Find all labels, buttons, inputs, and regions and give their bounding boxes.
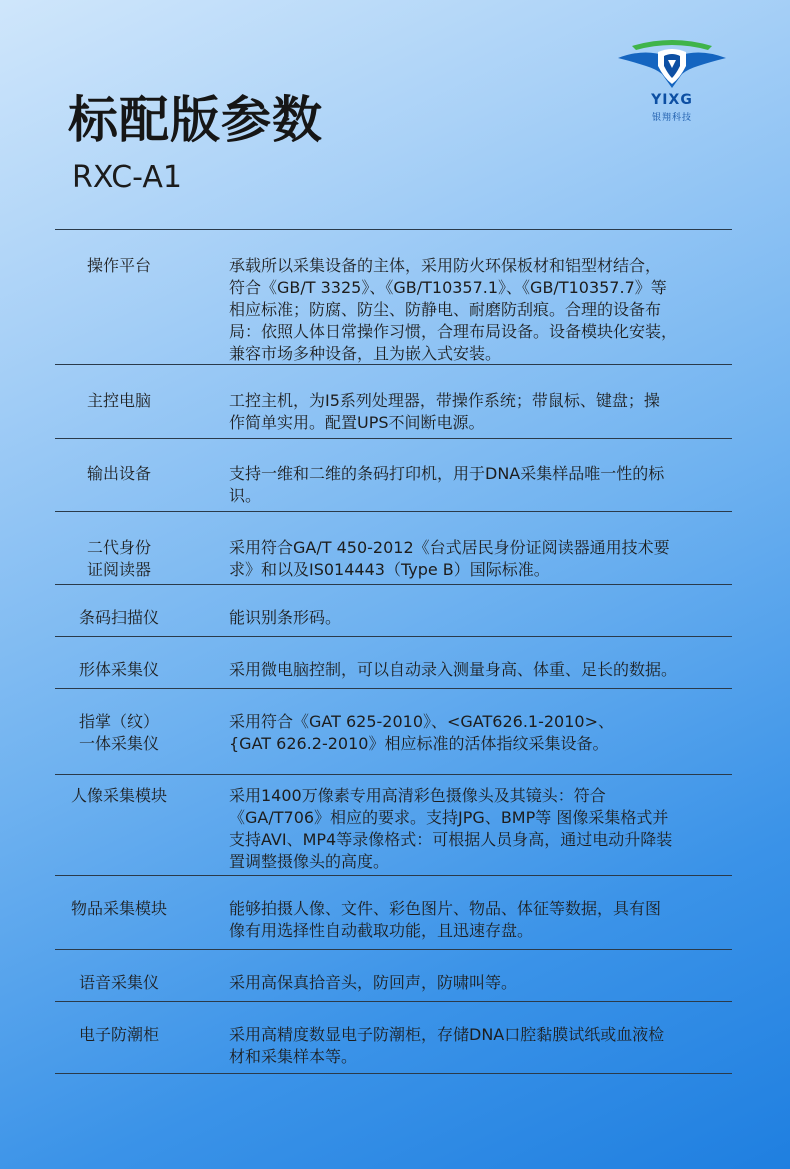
spec-label: 人像采集模块: [70, 786, 167, 805]
spec-label: 语音采集仪: [78, 973, 159, 992]
spec-label: 物品采集模块: [70, 899, 167, 918]
spec-row-voice: [55, 950, 732, 1002]
spec-value: 采用符合《GAT 625-2010》、<GAT626.1-2010>、 {GAT 626.2-2010》相应标准的活体指纹采集设备。: [229, 712, 614, 753]
spec-value: 采用符合GA/T 450-2012《台式居民身份证阅读器通用技术要 求》和以及IS014443（Type B）国际标准。: [229, 538, 670, 579]
page-title: 标配版参数: [68, 91, 323, 149]
company-logo: [618, 36, 726, 124]
spec-label: 形体采集仪: [78, 660, 159, 679]
spec-label: 操作平台: [86, 256, 151, 275]
spec-label: 主控电脑: [86, 391, 151, 410]
spec-label: 输出设备: [86, 464, 151, 483]
spec-row-id-reader: [55, 512, 732, 585]
model-number: RXC-A1: [72, 160, 182, 195]
spec-value: 采用高保真拾音头，防回声，防啸叫等。: [229, 973, 518, 992]
spec-value: 能识别条形码。: [229, 608, 342, 627]
eagle-shield-icon: [618, 36, 726, 92]
spec-row-computer: [55, 365, 732, 439]
logo-company-name: 银翔科技: [651, 113, 692, 123]
spec-label: 电子防潮柜: [78, 1025, 159, 1044]
logo-wordmark: YIXG: [651, 92, 693, 108]
spec-value: 工控主机，为I5系列处理器，带操作系统；带鼠标、键盘；操 作简单实用。配置UPS不间断电源。: [229, 391, 660, 432]
spec-row-body: [55, 637, 732, 689]
spec-label: 指掌（纹） 一体采集仪: [78, 712, 159, 753]
spec-label: 二代身份 证阅读器: [86, 538, 151, 579]
spec-value: 采用高精度数显电子防潮柜，存储DNA口腔黏膜试纸或血液检 材和采集样本等。: [229, 1025, 665, 1066]
spec-value: 能够拍摄人像、文件、彩色图片、物品、体征等数据，具有图 像有用选择性自动截取功能，且迅速存盘。: [229, 899, 662, 940]
spec-row-barcode: [55, 585, 732, 637]
spec-value: 采用微电脑控制，可以自动录入测量身高、体重、足长的数据。: [229, 660, 678, 679]
spec-table: [55, 229, 732, 1074]
spec-row-item: [55, 876, 732, 950]
spec-row-platform: [55, 230, 732, 365]
spec-value: 承载所以采集设备的主体，采用防火环保板材和铝型材结合， 符合《GB/T 3325》、《GB/T10357.1》、《GB/T10357.7》等 相应标准；防腐、防尘、防静电、耐磨防刮痕。合理的设备布 局：依照人体日常操作习惯，合理布局设备。设备模块化安装， 兼容市场多种设备，且为嵌入式安装。: [229, 256, 678, 363]
spec-label: 条码扫描仪: [78, 608, 159, 627]
spec-row-output: [55, 439, 732, 512]
spec-row-cabinet: [55, 1002, 732, 1074]
spec-row-fingerprint: [55, 689, 732, 775]
spec-value: 支持一维和二维的条码打印机，用于DNA采集样品唯一性的标 识。: [229, 464, 665, 505]
spec-value: 采用1400万像素专用高清彩色摄像头及其镜头：符合 《GA/T706》相应的要求。支持JPG、BMP等 图像采集格式并 支持AVI、MP4等录像格式：可根据人员身高，通过电动升降装 置调整摄像头的高度。: [229, 786, 673, 871]
spec-row-portrait: [55, 775, 732, 876]
